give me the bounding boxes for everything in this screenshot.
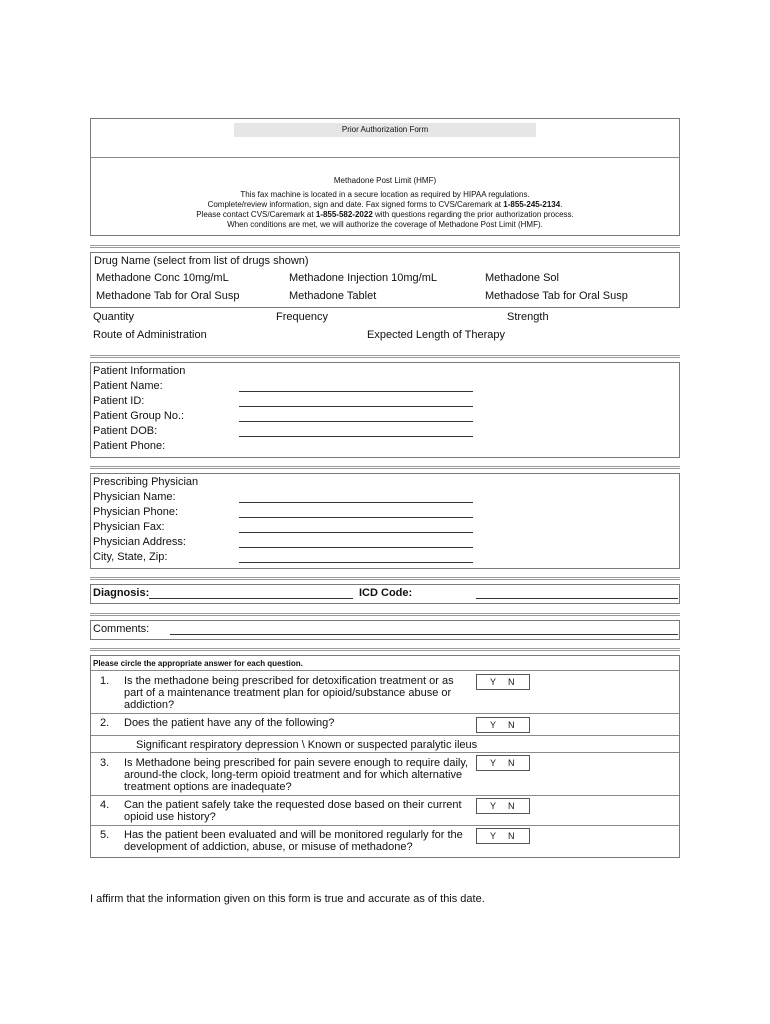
section-rule bbox=[90, 466, 680, 469]
question-divider bbox=[91, 795, 679, 796]
question-divider bbox=[91, 713, 679, 714]
city-state-zip-label: City, State, Zip: bbox=[93, 551, 168, 563]
strength-label: Strength bbox=[507, 311, 549, 323]
comments-section bbox=[90, 620, 680, 640]
yes-no-answer[interactable] bbox=[476, 755, 530, 771]
physician-phone-field[interactable] bbox=[239, 517, 473, 518]
question-text: Can the patient safely take the requested dose based on their current opioid use history? bbox=[124, 799, 462, 823]
yes-no-answer[interactable] bbox=[476, 717, 530, 733]
physician-heading: Prescribing Physician bbox=[93, 476, 199, 488]
question-text: Is Methadone being prescribed for pain severe enough to require daily, around-the clock, long-term opioid treatment and for which alternative treatment options are inadequate? bbox=[124, 757, 469, 793]
patient-name-field[interactable] bbox=[239, 391, 473, 392]
diagnosis-field[interactable] bbox=[149, 598, 353, 599]
yes-option[interactable]: Y bbox=[490, 720, 497, 730]
yes-no-answer[interactable] bbox=[476, 828, 530, 844]
question-number: 4. bbox=[100, 799, 110, 811]
physician-phone-label: Physician Phone: bbox=[93, 506, 178, 518]
therapy-length-label: Expected Length of Therapy bbox=[367, 329, 506, 341]
drug-option[interactable]: Methadone Injection 10mg/mL bbox=[289, 272, 437, 284]
drug-option[interactable]: Methadose Tab for Oral Susp bbox=[485, 290, 628, 302]
patient-group-label: Patient Group No.: bbox=[93, 410, 185, 422]
yes-option[interactable]: Y bbox=[490, 831, 497, 841]
patient-dob-field[interactable] bbox=[239, 436, 473, 437]
patient-id-field[interactable] bbox=[239, 406, 473, 407]
header-divider bbox=[91, 157, 679, 158]
yes-option[interactable]: Y bbox=[490, 677, 497, 687]
patient-dob-label: Patient DOB: bbox=[93, 425, 158, 437]
question-number: 5. bbox=[100, 829, 110, 841]
question-text: Has the patient been evaluated and will be monitored regularly for the development of addiction, abuse, or misuse of methadone? bbox=[124, 829, 463, 853]
patient-heading: Patient Information bbox=[93, 365, 186, 377]
diagnosis-label: Diagnosis: bbox=[93, 587, 150, 599]
question-text: Does the patient have any of the following? bbox=[124, 717, 335, 729]
icd-code-label: ICD Code: bbox=[359, 587, 413, 599]
question-text: Is the methadone being prescribed for detoxification treatment or as part of a maintenance treatment plan for opioid/substance abuse or addiction? bbox=[124, 675, 454, 711]
frequency-label: Frequency bbox=[276, 311, 328, 323]
section-rule bbox=[90, 245, 680, 248]
physician-name-label: Physician Name: bbox=[93, 491, 176, 503]
drug-option[interactable]: Methadone Conc 10mg/mL bbox=[96, 272, 229, 284]
question-divider bbox=[91, 735, 679, 736]
contact-line: Please contact CVS/Caremark at 1-855-582-2022 with questions regarding the prior authorization process. bbox=[196, 210, 574, 219]
fax-number: 1-855-245-2134 bbox=[503, 200, 561, 209]
physician-address-field[interactable] bbox=[239, 547, 473, 548]
q2-conditions: Significant respiratory depression \ Known or suspected paralytic ileus bbox=[136, 739, 478, 751]
fax-line: Complete/review information, sign and date. Fax signed forms to CVS/Caremark at 1-855-245-2134. bbox=[207, 200, 563, 209]
hipaa-line: This fax machine is located in a secure location as required by HIPAA regulations. bbox=[240, 190, 530, 199]
section-rule bbox=[90, 613, 680, 616]
route-label: Route of Administration bbox=[93, 329, 207, 341]
affirmation-statement: I affirm that the information given on this form is true and accurate as of this date. bbox=[90, 893, 485, 905]
no-option[interactable]: N bbox=[508, 831, 515, 841]
no-option[interactable]: N bbox=[508, 677, 515, 687]
physician-address-label: Physician Address: bbox=[93, 536, 186, 548]
question-divider bbox=[91, 670, 679, 671]
form-title: Prior Authorization Form bbox=[341, 125, 429, 134]
comments-field[interactable] bbox=[170, 634, 678, 635]
program-title: Methadone Post Limit (HMF) bbox=[333, 176, 437, 185]
question-number: 1. bbox=[100, 675, 110, 687]
no-option[interactable]: N bbox=[508, 801, 515, 811]
question-number: 2. bbox=[100, 717, 110, 729]
patient-group-field[interactable] bbox=[239, 421, 473, 422]
contact-phone: 1-855-582-2022 bbox=[315, 210, 373, 219]
patient-phone-label: Patient Phone: bbox=[93, 440, 166, 452]
yes-no-answer[interactable] bbox=[476, 674, 530, 690]
section-rule bbox=[90, 577, 680, 580]
patient-name-label: Patient Name: bbox=[93, 380, 163, 392]
question-number: 3. bbox=[100, 757, 110, 769]
drug-option[interactable]: Methadone Tab for Oral Susp bbox=[96, 290, 240, 302]
drug-option[interactable]: Methadone Tablet bbox=[289, 290, 377, 302]
no-option[interactable]: N bbox=[508, 758, 515, 768]
physician-name-field[interactable] bbox=[239, 502, 473, 503]
yes-option[interactable]: Y bbox=[490, 801, 497, 811]
yes-no-answer[interactable] bbox=[476, 798, 530, 814]
no-option[interactable]: N bbox=[508, 720, 515, 730]
drug-option[interactable]: Methadone Sol bbox=[485, 272, 559, 284]
form-title-bar bbox=[234, 123, 536, 137]
question-divider bbox=[91, 752, 679, 753]
patient-id-label: Patient ID: bbox=[93, 395, 145, 407]
questions-instruction: Please circle the appropriate answer for each question. bbox=[93, 659, 303, 668]
physician-fax-label: Physician Fax: bbox=[93, 521, 165, 533]
icd-code-field[interactable] bbox=[476, 598, 678, 599]
section-rule bbox=[90, 648, 680, 651]
section-rule bbox=[90, 355, 680, 358]
city-state-zip-field[interactable] bbox=[239, 562, 473, 563]
yes-option[interactable]: Y bbox=[490, 758, 497, 768]
conditions-line: When conditions are met, we will authorize the coverage of Methadone Post Limit (HMF). bbox=[227, 220, 543, 229]
quantity-label: Quantity bbox=[93, 311, 134, 323]
drug-heading: Drug Name (select from list of drugs shown) bbox=[94, 255, 309, 267]
question-divider bbox=[91, 825, 679, 826]
physician-fax-field[interactable] bbox=[239, 532, 473, 533]
comments-label: Comments: bbox=[93, 623, 150, 635]
